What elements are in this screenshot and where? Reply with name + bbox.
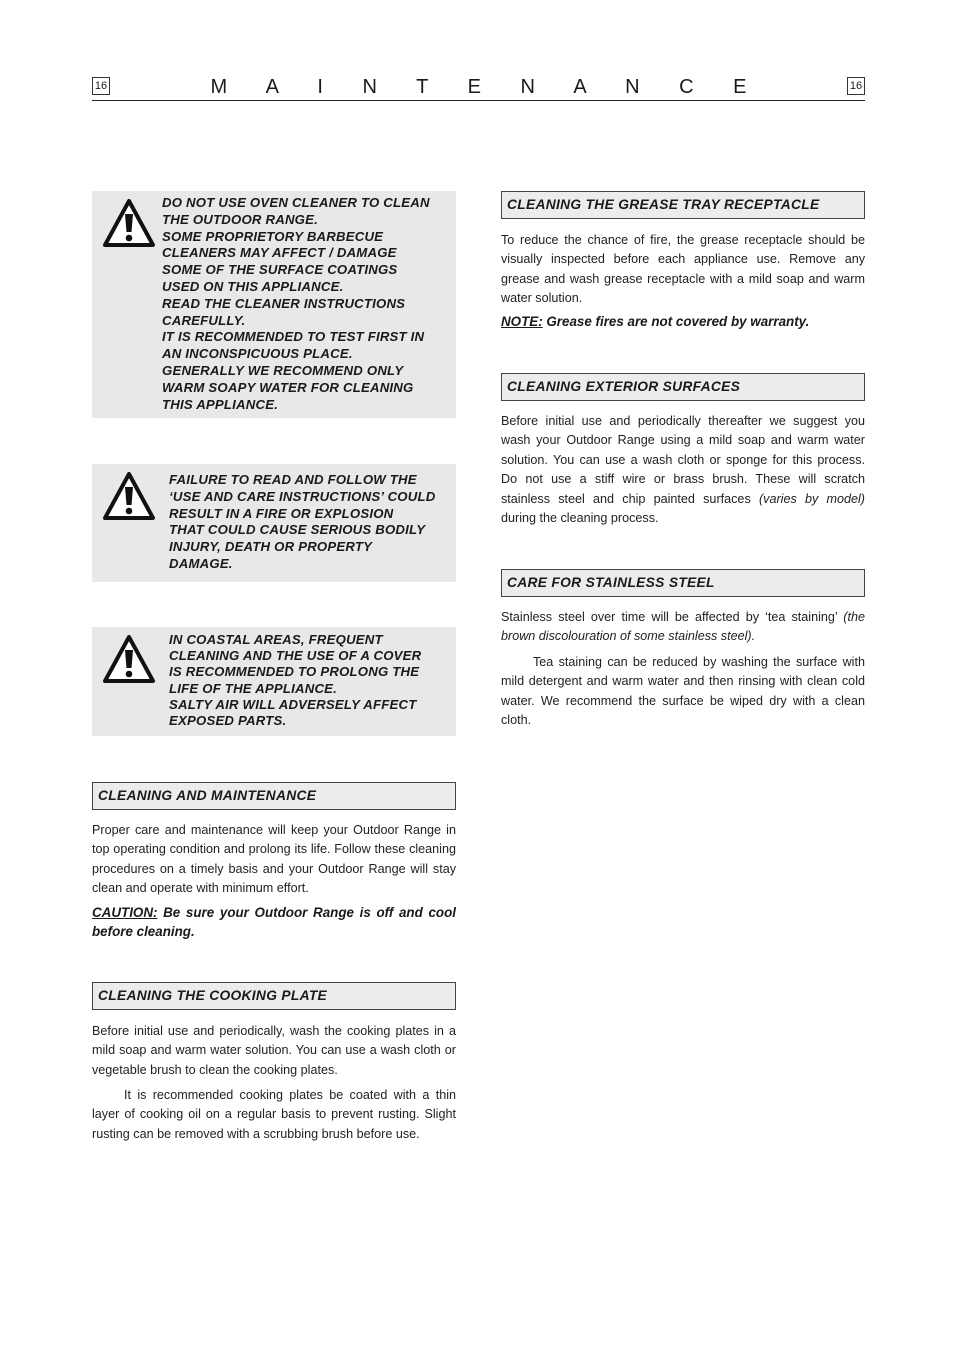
section-heading-exterior-surfaces: CLEANING EXTERIOR SURFACES xyxy=(501,373,865,401)
warning-line: THIS APPLIANCE. xyxy=(162,396,279,412)
warning-line: WARM SOAPY WATER FOR CLEANING xyxy=(162,379,414,395)
warning-line: THAT COULD CAUSE SERIOUS BODILY xyxy=(169,522,426,538)
warning-line: AN INCONSPICUOUS PLACE. xyxy=(162,346,353,362)
section-heading-cleaning-maintenance: CLEANING AND MAINTENANCE xyxy=(92,782,456,810)
warning-line: IT IS RECOMMENDED TO TEST FIRST IN xyxy=(162,329,425,345)
note-label: NOTE: xyxy=(501,314,543,329)
exterior-body-text: Before initial use and periodically thereafter we suggest you wash your Outdoor Range using a mild soap and warm water solution. You can use a wash cloth or sponge for this process. Do not use a stiff wire or brass brush. These will scratch stainless steel and chip painted surfaces xyxy=(501,414,865,506)
caution-label: CAUTION: xyxy=(92,905,158,920)
warning-line: SOME PROPRIETORY BARBECUE xyxy=(162,228,384,244)
warning-line: CLEANING AND THE USE OF A COVER xyxy=(169,648,422,664)
warning-text xyxy=(162,195,454,413)
warning-line: DAMAGE. xyxy=(169,555,233,571)
cooking-plate-body-2: It is recommended cooking plates be coated with a thin layer of cooking oil on a regular basis to prevent rusting. Slight rusting can be removed with a scrubbing brush before use. xyxy=(92,1088,456,1141)
warning-line: CAREFULLY. xyxy=(162,312,246,328)
page-number-right: 16 xyxy=(847,77,865,95)
warning-triangle-icon xyxy=(102,470,156,522)
warning-text xyxy=(169,472,454,573)
warning-line: RESULT IN A FIRE OR EXPLOSION xyxy=(169,505,394,521)
grease-note xyxy=(501,312,865,331)
stainless-body-text: Stainless steel over time will be affected by ‘tea staining’ xyxy=(501,610,844,624)
warning-line: USED ON THIS APPLIANCE. xyxy=(162,278,344,294)
warning-line: DO NOT USE OVEN CLEANER TO CLEAN xyxy=(162,195,430,210)
exterior-body-italic: (varies by model) xyxy=(758,491,865,506)
warning-box-coastal xyxy=(92,627,456,736)
grease-tray-body: To reduce the chance of fire, the grease receptacle should be visually inspected before each appliance use. Remove any grease and wash grease receptacle with a mild soap and warm water solution. xyxy=(501,233,865,306)
stainless-body-italic: (the brown discolouration of some stainless steel). xyxy=(501,610,865,644)
page-number-left: 16 xyxy=(92,77,110,95)
section-heading-stainless-steel: CARE FOR STAINLESS STEEL xyxy=(501,569,865,597)
warning-line: THE OUTDOOR RANGE. xyxy=(162,211,318,227)
warning-line: SALTY AIR WILL ADVERSELY AFFECT xyxy=(169,696,417,712)
section-heading-grease-tray: CLEANING THE GREASE TRAY RECEPTACLE xyxy=(501,191,865,219)
warning-line: IN COASTAL AREAS, FREQUENT xyxy=(169,632,383,647)
warning-text xyxy=(169,632,454,729)
section-heading-cooking-plate: CLEANING THE COOKING PLATE xyxy=(92,982,456,1010)
warning-line: GENERALLY WE RECOMMEND ONLY xyxy=(162,362,404,378)
warning-line: ‘USE AND CARE INSTRUCTIONS’ COULD xyxy=(169,488,436,504)
cleaning-maintenance-body: Proper care and maintenance will keep your Outdoor Range in top operating condition and prolong its life. Follow these cleaning procedures on a timely basis and your Outdoor Range will stay clean and operate with minimum effort. xyxy=(92,823,456,896)
warning-line: EXPOSED PARTS. xyxy=(169,713,287,729)
exterior-body xyxy=(501,412,865,528)
warning-box-instructions xyxy=(92,464,456,582)
stainless-body-1 xyxy=(501,608,865,647)
warning-line: SOME OF THE SURFACE COATINGS xyxy=(162,262,398,278)
warning-line: CLEANERS MAY AFFECT / DAMAGE xyxy=(162,245,397,261)
page-title: M A I N T E N A N C E xyxy=(210,76,764,98)
warning-line: IS RECOMMENDED TO PROLONG THE xyxy=(169,664,420,680)
warning-triangle-icon xyxy=(102,633,156,685)
warning-line: FAILURE TO READ AND FOLLOW THE xyxy=(169,472,417,487)
caution-note xyxy=(92,903,456,941)
note-text: Grease fires are not covered by warranty. xyxy=(542,314,810,329)
page-header xyxy=(92,74,865,101)
exterior-body-text-end: during the cleaning process. xyxy=(501,511,659,526)
warning-box-cleaners xyxy=(92,191,456,418)
cooking-plate-body-1: Before initial use and periodically, wash the cooking plates in a mild soap and warm water solution. You can use a wash cloth or vegetable brush to clean the cooking plates. xyxy=(92,1024,456,1077)
warning-line: READ THE CLEANER INSTRUCTIONS xyxy=(162,295,406,311)
caution-text: Be sure your Outdoor Range is off and cool before cleaning. xyxy=(92,905,456,939)
warning-triangle-icon xyxy=(102,197,156,249)
warning-line: LIFE OF THE APPLIANCE. xyxy=(169,680,338,696)
warning-line: INJURY, DEATH OR PROPERTY xyxy=(169,539,373,555)
stainless-body-2: Tea staining can be reduced by washing the surface with mild detergent and warm water and then rinsing with clean cold water. We recommend the surface be wiped dry with a clean cloth. xyxy=(501,655,865,728)
